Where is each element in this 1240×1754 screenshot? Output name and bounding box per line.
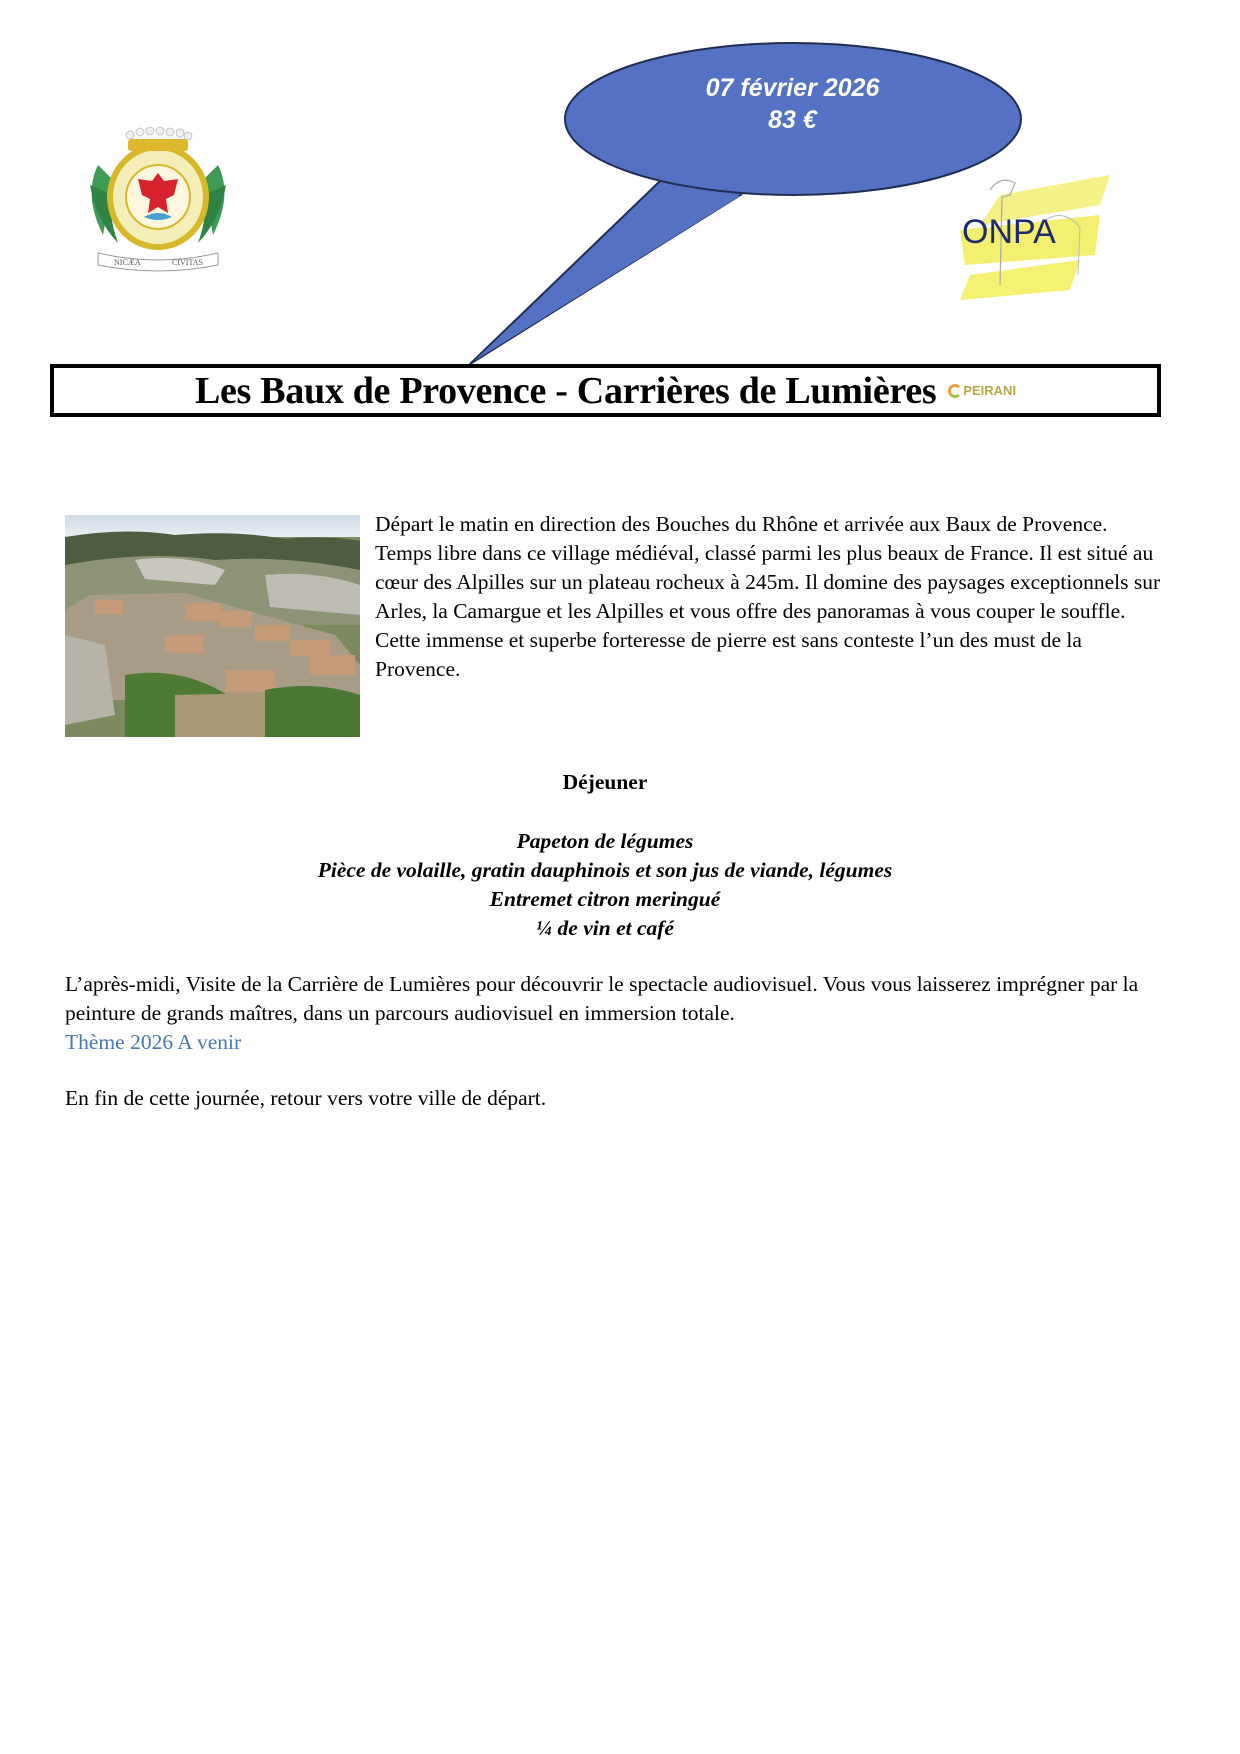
theme-2026-note: Thème 2026 A venir — [65, 1030, 242, 1054]
svg-text:CIVITAS: CIVITAS — [172, 258, 203, 267]
menu-item-dessert: Entremet citron meringué — [489, 887, 721, 911]
menu-item-drinks: ¼ de vin et café — [536, 916, 674, 940]
afternoon-section — [65, 970, 1165, 1057]
page-title: Les Baux de Provence - Carrières de Lumières — [194, 369, 937, 412]
menu-item-main: Pièce de volaille, gratin dauphinois et son jus de viande, légumes — [317, 858, 893, 882]
lunch-heading: Déjeuner — [562, 770, 648, 794]
intro-paragraph-1: Départ le matin en direction des Bouches du Rhône et arrivée aux Baux de Provence. — [375, 512, 1108, 536]
onpa-logo — [960, 165, 1110, 305]
lunch-menu — [60, 827, 1150, 943]
intro-paragraph-2: Temps libre dans ce village médiéval, classé parmi les plus beaux de France. Il est situé au cœur des Alpilles sur un plateau rocheux à 245m. Il domine des paysages exceptionnels sur Arles, la Camargue et les Alpilles et vous offre des panoramas à vous couper le souffle. Cette immense et superbe forteresse de pierre est sans conteste l’un des must de la Provence. — [375, 541, 1161, 681]
svg-text:NICÆA: NICÆA — [114, 258, 141, 267]
trip-date: 07 février 2026 — [705, 74, 880, 102]
les-baux-photo — [65, 515, 360, 737]
peirani-logo — [948, 383, 1016, 398]
peirani-logo-text: PEIRANI — [963, 383, 1017, 398]
menu-item-starter: Papeton de légumes — [516, 829, 694, 853]
nice-coat-of-arms-logo — [78, 125, 238, 275]
trip-price: 83 € — [768, 106, 817, 134]
title-box — [50, 364, 1161, 417]
afternoon-text: L’après-midi, Visite de la Carrière de Lumières pour découvrir le spectacle audiovisuel. Vous vous laisserez imprégner par la peinture de grands maîtres, dans un parcours audiovisuel en immersion totale. — [65, 972, 1139, 1025]
closing-text: En fin de cette journée, retour vers votre ville de départ. — [65, 1086, 547, 1110]
peirani-swirl-icon — [948, 384, 962, 398]
callout-text — [565, 72, 1020, 136]
onpa-logo-text: ONPA — [962, 213, 1056, 251]
intro-text — [375, 510, 1165, 684]
